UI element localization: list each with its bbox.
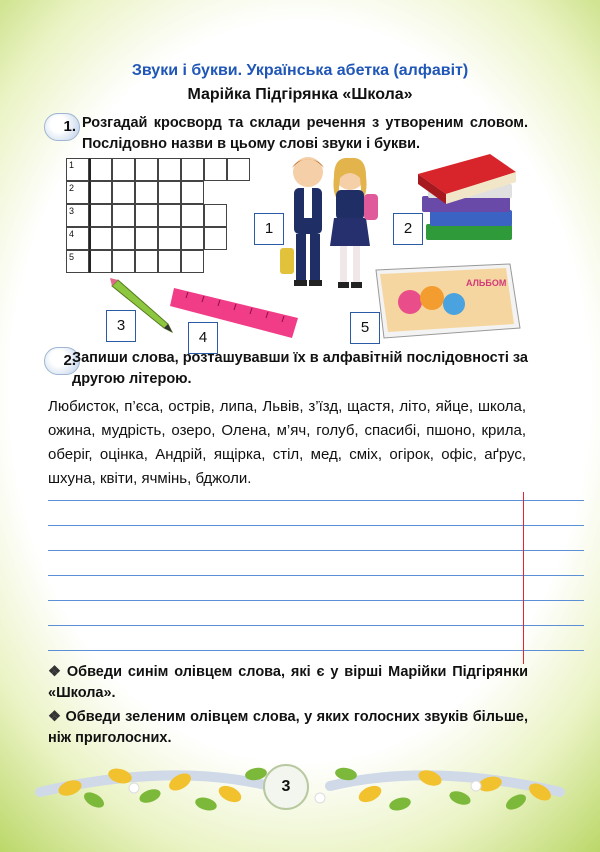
writing-line[interactable]: [48, 625, 584, 626]
page-title: Звуки і букви. Українська абетка (алфавіт): [131, 62, 469, 79]
crossword-cell[interactable]: [135, 158, 158, 181]
margin-line: [523, 492, 524, 664]
word-list: Любисток, п’єса, острів, липа, Львів, з’їзд, щастя, літо, яйце, школа, ожина, мудрість, озеро, Олена, м’яч, голуб, спасибі, пшоно, крила, оберіг, оцінка, Андрій, ящірка, стіл, мед, сміх, огірок, офіс, аґрус, шхуна, квіти, ячмінь, бджоли.: [48, 398, 526, 487]
crossword-cell[interactable]: [135, 227, 158, 250]
writing-line[interactable]: [48, 575, 584, 576]
crossword-cell[interactable]: [66, 250, 89, 273]
crossword-row-number: 1: [69, 160, 75, 170]
crossword-cell[interactable]: [181, 250, 204, 273]
page-subtitle: Марійка Підгірянка «Школа»: [187, 86, 413, 103]
writing-line[interactable]: [48, 525, 584, 526]
crossword-cell[interactable]: [66, 204, 89, 227]
picture-number-3: 3: [106, 310, 136, 342]
leaf-garland-decoration: [30, 752, 570, 832]
crossword-cell[interactable]: [158, 204, 181, 227]
album-title-text: АЛЬБОМ: [466, 278, 507, 288]
crossword-cell[interactable]: [66, 181, 89, 204]
crossword-cell[interactable]: [135, 181, 158, 204]
writing-line[interactable]: [48, 550, 584, 551]
crossword-row-number: 3: [69, 206, 75, 216]
crossword-cell[interactable]: [112, 227, 135, 250]
crossword-cell[interactable]: [158, 227, 181, 250]
crossword-cell[interactable]: [181, 181, 204, 204]
picture-number-5: 5: [350, 312, 380, 344]
crossword-cell[interactable]: [112, 250, 135, 273]
task-1-text: Розгадай кросворд та склади речення з утвореним словом. Послідовно назви в цьому слові звуки і букви.: [82, 115, 528, 152]
crossword-cell[interactable]: [158, 250, 181, 273]
crossword-cell[interactable]: [112, 181, 135, 204]
page-number: 3: [281, 778, 291, 795]
picture-number-4: 4: [188, 322, 218, 354]
crossword-cell[interactable]: [135, 250, 158, 273]
crossword-cell[interactable]: [66, 158, 89, 181]
crossword-cell[interactable]: [181, 227, 204, 250]
album-illustration: [370, 262, 522, 340]
crossword-cell[interactable]: [89, 250, 112, 273]
crossword-cell[interactable]: [227, 158, 250, 181]
writing-line[interactable]: [48, 650, 584, 651]
books-illustration: [412, 150, 522, 250]
bullet-symbol: ❖: [48, 664, 63, 680]
crossword-row-number: 4: [69, 229, 75, 239]
bullet-symbol: ❖: [48, 709, 62, 725]
crossword-row-number: 2: [69, 183, 75, 193]
crossword-cell[interactable]: [89, 181, 112, 204]
bullet-text-2: Обведи зеленим олівцем слова, у яких голосних звуків більше, ніж приголосних.: [48, 709, 529, 746]
crossword-cell[interactable]: [89, 227, 112, 250]
writing-line[interactable]: [48, 600, 584, 601]
task-2-text: Запиши слова, розташувавши їх в алфавітній послідовності за другою літерою.: [72, 350, 528, 387]
crossword-cell[interactable]: [181, 158, 204, 181]
task-1-badge: [44, 113, 80, 141]
crossword-cell[interactable]: [135, 204, 158, 227]
crossword-cell[interactable]: [204, 204, 227, 227]
crossword-cell[interactable]: [158, 181, 181, 204]
bullet-text-1: Обведи синім олівцем слова, які є у вірші Марійки Підгірянки «Школа».: [48, 664, 529, 701]
task-1-number: 1.: [63, 118, 76, 135]
crossword-cell[interactable]: [89, 158, 112, 181]
picture-number-2: 2: [393, 213, 423, 245]
crossword-cell[interactable]: [158, 158, 181, 181]
crossword-row-number: 5: [69, 252, 75, 262]
crossword-cell[interactable]: [66, 227, 89, 250]
crossword-cell[interactable]: [181, 204, 204, 227]
crossword-cell[interactable]: [204, 227, 227, 250]
crossword-cell[interactable]: [112, 158, 135, 181]
bullet-item-2: [48, 707, 528, 749]
crossword-cell[interactable]: [112, 204, 135, 227]
crossword-cell[interactable]: [204, 158, 227, 181]
writing-line[interactable]: [48, 500, 584, 501]
crossword-cell[interactable]: [89, 204, 112, 227]
task-2-number: 2.: [63, 352, 76, 369]
bullet-item-1: [48, 662, 528, 704]
picture-number-1: 1: [254, 213, 284, 245]
